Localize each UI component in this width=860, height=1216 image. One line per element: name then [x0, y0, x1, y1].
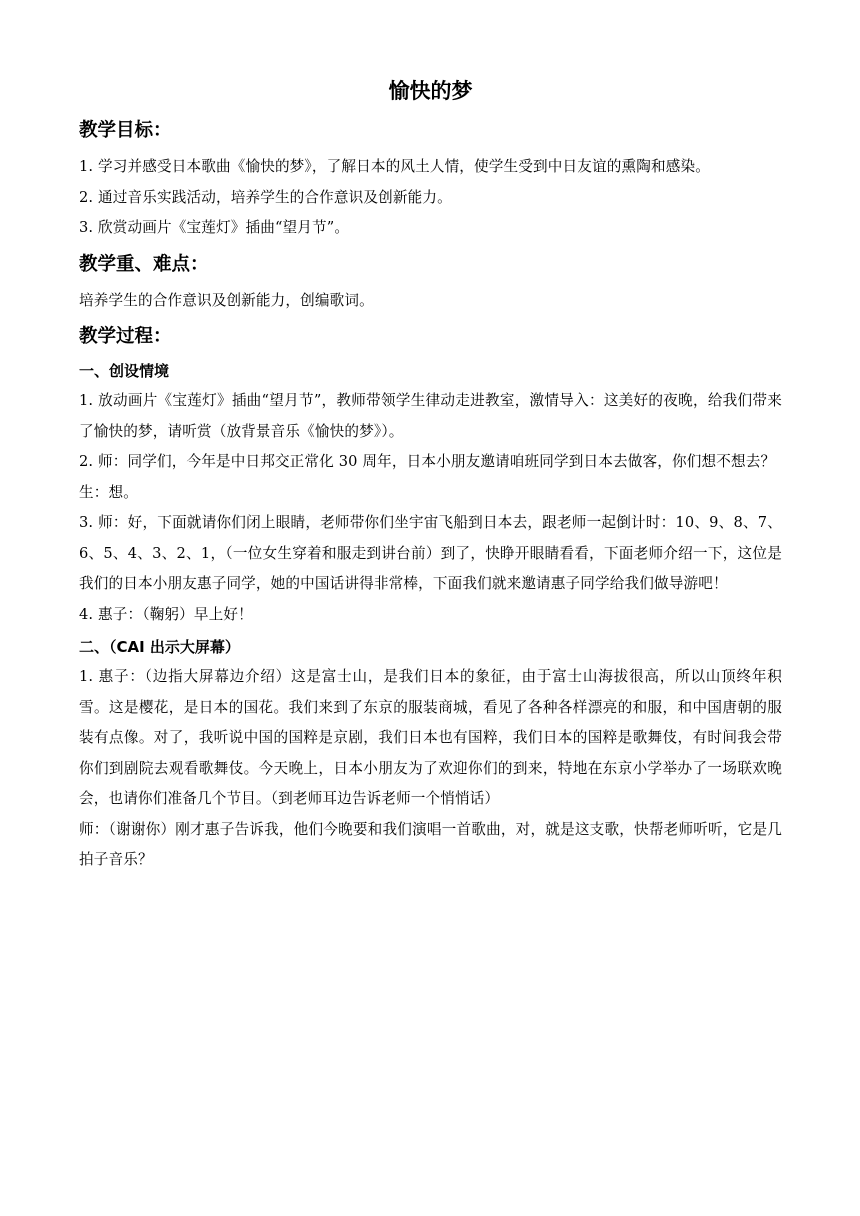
subheading-cai: 二、（CAI 出示大屏幕）: [79, 638, 240, 656]
process-paragraph: 3. 师：好，下面就请你们闭上眼睛，老师带你们坐宇宙飞船到日本去，跟老师一起倒计时：10、9、8、7、6、5、4、3、2、1，（一位女生穿着和服走到讲台前）到了，快睁开眼睛看看，下面老师介绍一下，这位是我们的日本小朋友惠子同学，她的中国话讲得非常棒，下面我们就来邀请惠子同学给我们做导游吧！: [79, 514, 782, 592]
process-paragraph: 4. 惠子：（鞠躬）早上好！: [79, 605, 253, 623]
heading-key-points: 教学重、难点：: [79, 253, 209, 275]
process-paragraph: 师：（谢谢你）刚才惠子告诉我，他们今晚要和我们演唱一首歌曲，对，就是这支歌，快帮老师听听，它是几拍子音乐？: [79, 820, 782, 868]
process-paragraph: 1. 惠子：（边指大屏幕边介绍）这是富士山，是我们日本的象征，由于富士山海拔很高，所以山顶终年积雪。这是樱花，是日本的国花。我们来到了东京的服装商城，看见了各种各样漂亮的和服，和中国唐朝的服装有点像。对了，我听说中国的国粹是京剧，我们日本也有国粹，我们日本的国粹是歌舞伎，有时间我会带你们到剧院去观看歌舞伎。今天晚上，日本小朋友为了欢迎你们的到来，特地在东京小学举办了一场联欢晚会，也请你们准备几个节目。（到老师耳边告诉老师一个悄悄话）: [79, 668, 782, 807]
goal-item: 1. 学习并感受日本歌曲《愉快的梦》，了解日本的风土人情，使学生受到中日友谊的熏陶和感染。: [79, 158, 710, 175]
goal-item: 2. 通过音乐实践活动，培养学生的合作意识及创新能力。: [79, 188, 452, 206]
document-title: 愉快的梦: [388, 79, 473, 103]
process-paragraph: 生：想。: [79, 483, 138, 501]
document-body: [79, 72, 782, 876]
process-paragraph: 1. 放动画片《宝莲灯》插曲“望月节”，教师带领学生律动走进教室，激情导入：这美好的夜晚，给我们带来了愉快的梦，请听赏（放背景音乐《愉快的梦》）。: [79, 392, 782, 440]
key-point-text: 培养学生的合作意识及创新能力，创编歌词。: [79, 291, 374, 309]
process-paragraph: 2. 师：同学们，今年是中日邦交正常化 30 周年，日本小朋友邀请咱班同学到日本去做客，你们想不想去？: [79, 453, 776, 470]
subheading-scenario: 一、创设情境: [79, 362, 170, 380]
heading-teaching-goals: 教学目标：: [79, 120, 172, 141]
goal-item: 3. 欣赏动画片《宝莲灯》插曲“望月节”。: [79, 219, 350, 236]
heading-teaching-process: 教学过程：: [79, 326, 172, 347]
